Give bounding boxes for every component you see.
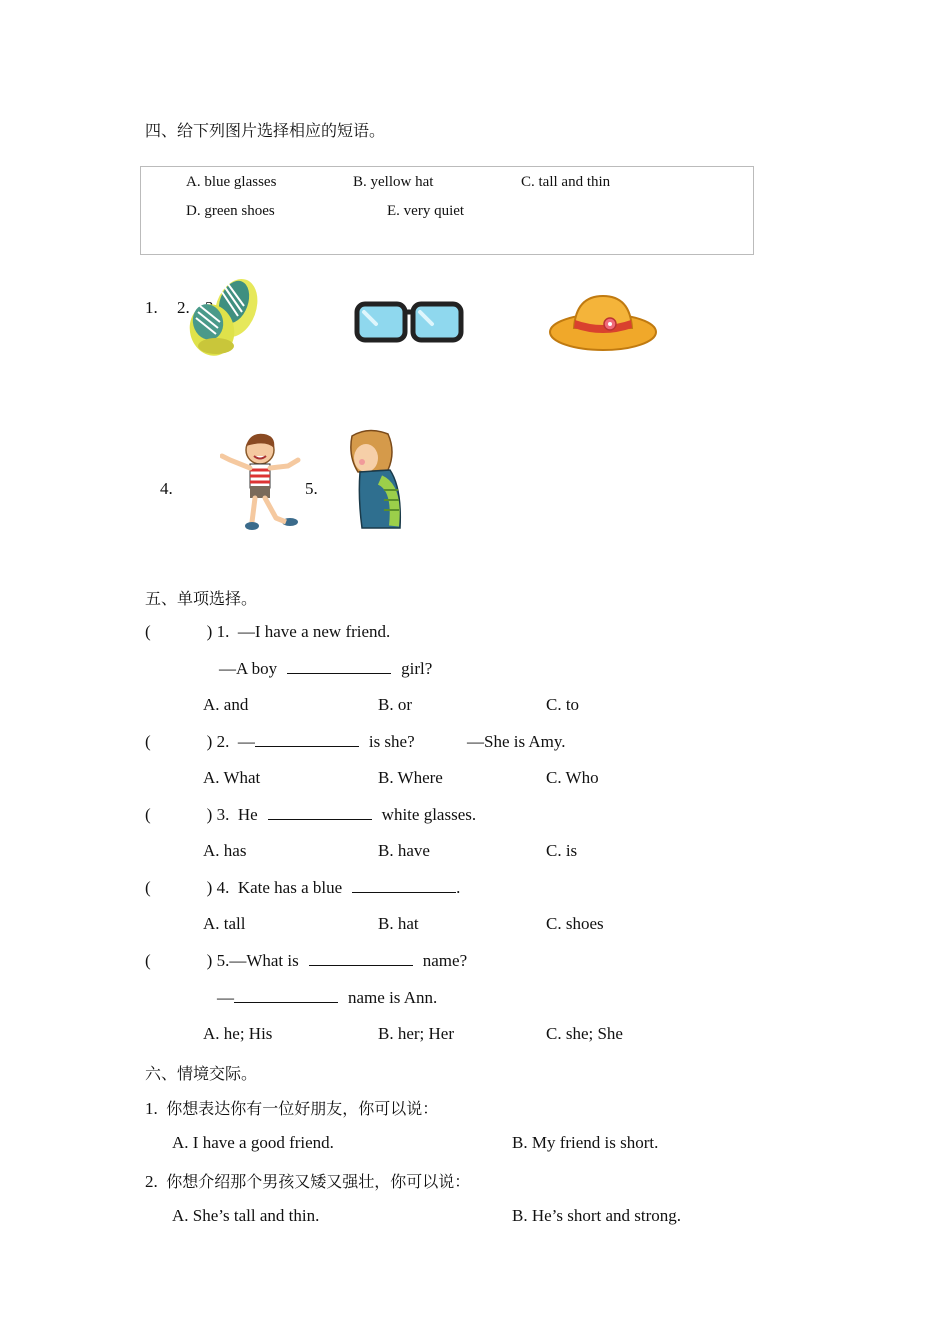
q2-reply: —She is Amy. [467, 732, 566, 751]
q2-option-b: B. Where [378, 768, 443, 787]
question-5 [145, 951, 467, 971]
q3-option-b: B. have [378, 841, 430, 860]
question-5-line2 [217, 988, 437, 1008]
q2-number: ) 2. [206, 732, 230, 751]
q1-option-a: A. and [203, 695, 249, 714]
picture-number-5: 5. [305, 479, 318, 498]
q1-option-c: C. to [546, 695, 580, 714]
question-2 [145, 732, 415, 752]
q5-line2b: name is Ann. [348, 988, 438, 1007]
q4-option-c: C. shoes [546, 914, 604, 933]
q3-post: white glasses. [381, 805, 477, 824]
paren-open: ( [145, 732, 151, 751]
section4-title: 四、给下列图片选择相应的短语。 [145, 121, 386, 140]
s6-q1-option-a: A. I have a good friend. [172, 1133, 334, 1152]
paren-open: ( [145, 951, 151, 970]
quiet-boy-image [344, 428, 404, 532]
option-d: D. green shoes [186, 203, 275, 219]
s6-q1-number: 1. [145, 1099, 158, 1118]
s6-q2-number: 2. [145, 1172, 158, 1191]
picture-number-1: 1. [145, 298, 158, 317]
green-shoes-image [184, 272, 260, 358]
q2-option-c: C. Who [546, 768, 599, 787]
question-3 [145, 805, 476, 825]
answer-blank[interactable] [234, 988, 338, 1003]
q4-option-a: A. tall [203, 914, 246, 933]
option-c: C. tall and thin [521, 174, 611, 190]
s6-question-1 [145, 1096, 438, 1119]
q1-number: ) 1. [206, 622, 230, 641]
q3-option-a: A. has [203, 841, 247, 860]
q4-option-b: B. hat [378, 914, 419, 933]
s6-q1-text: 你想表达你有一位好朋友，你可以说： [166, 1099, 439, 1118]
q2-pre: — [237, 732, 255, 751]
answer-blank[interactable] [287, 659, 391, 674]
q5-pre: —What is [229, 951, 299, 970]
q2-option-a: A. What [203, 768, 261, 787]
s6-q1-option-b: B. My friend is short. [512, 1133, 659, 1152]
option-a: A. blue glasses [186, 174, 277, 190]
s6-q2-text: 你想介绍那个男孩又矮又强壮，你可以说： [166, 1172, 471, 1191]
q1-option-b: B. or [378, 695, 412, 714]
blue-glasses-image [354, 298, 464, 344]
q4-post: . [456, 878, 461, 897]
q1-line2a: —A boy [219, 659, 278, 678]
q1-text: —I have a new friend. [237, 622, 391, 641]
paren-open: ( [145, 622, 151, 641]
q2-post: is she? [368, 732, 415, 751]
yellow-hat-image [548, 292, 658, 354]
question-1-line2 [219, 659, 432, 679]
tall-thin-boy-image [220, 430, 302, 532]
q4-pre: Kate has a blue [237, 878, 343, 897]
q1-line2b: girl? [401, 659, 433, 678]
option-b: B. yellow hat [353, 174, 434, 190]
options-box [140, 166, 754, 255]
paren-open: ( [145, 878, 151, 897]
question-1 [145, 622, 390, 642]
section6-title: 六、情境交际。 [145, 1064, 258, 1083]
q3-number: ) 3. [206, 805, 230, 824]
picture-number-2: 2. [177, 298, 190, 317]
question-4 [145, 878, 460, 898]
s6-question-2 [145, 1169, 470, 1192]
q4-number: ) 4. [206, 878, 230, 897]
paren-open: ( [145, 805, 151, 824]
answer-blank[interactable] [255, 732, 359, 747]
q5-option-a: A. he; His [203, 1024, 273, 1043]
q5-post: name? [422, 951, 468, 970]
answer-blank[interactable] [309, 951, 413, 966]
q5-line2a: — [217, 988, 234, 1007]
q3-pre: He [237, 805, 258, 824]
answer-blank[interactable] [268, 805, 372, 820]
s6-q2-option-a: A. She’s tall and thin. [172, 1206, 320, 1225]
q5-option-b: B. her; Her [378, 1024, 455, 1043]
q5-number: ) 5. [206, 951, 230, 970]
q3-option-c: C. is [546, 841, 578, 860]
section5-title: 五、单项选择。 [145, 589, 258, 608]
answer-blank[interactable] [352, 878, 456, 893]
s6-q2-option-b: B. He’s short and strong. [512, 1206, 682, 1225]
option-e: E. very quiet [387, 203, 465, 219]
picture-number-4: 4. [160, 479, 173, 498]
q5-option-c: C. she; She [546, 1024, 623, 1043]
